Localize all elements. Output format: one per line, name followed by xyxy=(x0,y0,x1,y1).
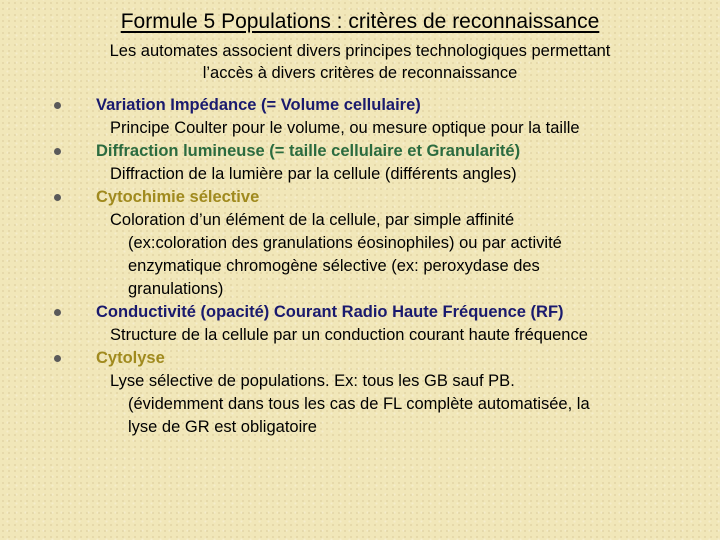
subtitle-line: l’accès à divers critères de reconnaissance xyxy=(202,64,518,82)
bullet-dot-icon xyxy=(54,309,61,316)
list-item xyxy=(54,301,714,347)
item-heading: Variation Impédance (= Volume cellulaire) xyxy=(96,96,421,114)
list-item xyxy=(54,94,714,140)
item-body-line: granulations) xyxy=(128,280,224,298)
item-body-line: lyse de GR est obligatoire xyxy=(128,418,317,436)
bullet-dot-icon xyxy=(54,194,61,201)
criteria-list xyxy=(54,94,714,439)
item-body-line: Coloration d’un élément de la cellule, par simple affinité xyxy=(110,211,515,229)
item-body-line: Structure de la cellule par un conduction courant haute fréquence xyxy=(110,326,588,344)
slide-title xyxy=(0,9,720,35)
item-body-line: Principe Coulter pour le volume, ou mesure optique pour la taille xyxy=(110,119,580,137)
item-body-line: (ex:coloration des granulations éosinophiles) ou par activité xyxy=(128,234,562,252)
item-body-line: Diffraction de la lumière par la cellule (différents angles) xyxy=(110,165,517,183)
bullet-dot-icon xyxy=(54,355,61,362)
bullet-dot-icon xyxy=(54,148,61,155)
list-item xyxy=(54,186,714,301)
item-heading: Cytochimie sélective xyxy=(96,188,260,206)
list-item xyxy=(54,140,714,186)
subtitle-line: Les automates associent divers principes technologiques permettant xyxy=(109,42,611,60)
item-heading: Conductivité (opacité) Courant Radio Haute Fréquence (RF) xyxy=(96,303,564,321)
item-heading: Cytolyse xyxy=(96,349,165,367)
bullet-dot-icon xyxy=(54,102,61,109)
item-body-line: Lyse sélective de populations. Ex: tous les GB sauf PB. xyxy=(110,372,515,390)
item-body-line: (évidemment dans tous les cas de FL complète automatisée, la xyxy=(128,395,590,413)
list-item xyxy=(54,347,714,439)
slide-title-text: Formule 5 Populations : critères de reconnaissance xyxy=(120,10,600,33)
slide-subtitle xyxy=(40,40,680,84)
item-heading: Diffraction lumineuse (= taille cellulaire et Granularité) xyxy=(96,142,521,160)
item-body-line: enzymatique chromogène sélective (ex: peroxydase des xyxy=(128,257,540,275)
